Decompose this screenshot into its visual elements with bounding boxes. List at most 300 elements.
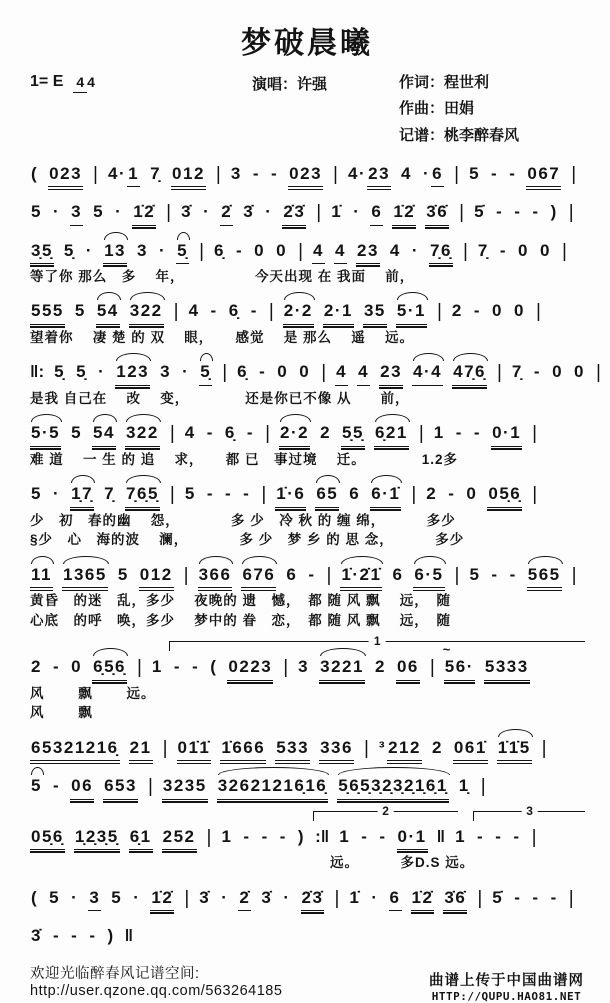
note-group: 5 (111, 887, 123, 907)
note-group: - (52, 657, 61, 677)
note-group: 65321216̣ (30, 738, 120, 761)
note-group: 4· 1 (107, 164, 140, 187)
lyrics-row: 风 飘 远。 (30, 685, 156, 701)
note-group: 5̣ (199, 362, 212, 385)
note-group: 7̣6̣5̣ (125, 484, 160, 507)
note-group: 5 (93, 202, 105, 222)
note-group: 252 (162, 827, 197, 850)
note-group: 5333 (484, 657, 530, 680)
note-group: 3̇6̇ (443, 888, 467, 911)
note-group: 5·1 (396, 301, 427, 324)
note-group: 2̇ (238, 888, 251, 911)
credits-row (30, 70, 584, 149)
barline: | (531, 826, 537, 848)
note-group: 06 (396, 657, 420, 680)
note-group: 2 (431, 737, 443, 757)
barline: | (206, 826, 212, 848)
barline: | (477, 887, 483, 909)
note-group: 1̇1̇5 (497, 738, 532, 761)
note-group: 061̇ (453, 738, 488, 761)
note-group: - (308, 564, 316, 584)
note-group: 5̣ (54, 362, 66, 382)
music-line (30, 164, 584, 187)
note-group: 0 (71, 657, 83, 677)
note-group: 0 (276, 240, 288, 260)
volta-label: 3 (521, 804, 538, 818)
footer (30, 962, 584, 1003)
note-group: 6 (349, 484, 361, 504)
lyrics-block (30, 389, 584, 409)
note-group: 2·2 (279, 423, 310, 446)
note-group: 3 (136, 240, 148, 260)
note-group: 6 (389, 888, 402, 911)
note-group: 6̣1 (129, 827, 153, 850)
time-signature (73, 75, 95, 89)
note-group: 4· 23 (347, 164, 391, 187)
credits-column (399, 70, 584, 149)
note-group: 1̇ (349, 887, 361, 907)
note-group: 5 (469, 564, 481, 584)
note-group: · (98, 362, 106, 382)
note-group: - (89, 926, 97, 946)
lyrics-block (30, 328, 584, 348)
note-group: 4 (401, 163, 412, 183)
note-group: · (133, 887, 141, 907)
note-group: - (250, 301, 258, 321)
note-group: · (371, 887, 379, 907)
note-group: 2̇3̇ (282, 202, 306, 225)
note-group: 7̣ (104, 484, 116, 504)
composer-credit: 作曲：田娟 (399, 100, 475, 118)
barline: | (454, 163, 460, 185)
barline: | (571, 564, 577, 586)
note-group: 4 (184, 423, 196, 443)
note-group: 653 (103, 776, 138, 799)
note-group: - (514, 202, 522, 222)
note-group: 3̇ (243, 202, 255, 222)
song-title: 梦破晨曦 (241, 27, 373, 60)
repeat-sign: ‖: (30, 362, 45, 382)
note-group: 13 (103, 241, 127, 264)
note-group: 0 (277, 362, 289, 382)
note-group: - (491, 163, 499, 183)
note-group: 1̇666 (220, 738, 266, 761)
footer-site-name: 曲谱上传于中国曲谱网 (429, 973, 584, 990)
barline: | (136, 657, 142, 679)
note-group: 1̇2̇ (132, 202, 156, 225)
note-group: 123 (115, 362, 150, 385)
note-group: 5̇ (474, 202, 486, 222)
note-group: 012 (139, 565, 174, 588)
lyrics-block (30, 450, 584, 470)
note-group: 3̇ (181, 202, 193, 222)
barline: | (298, 240, 304, 262)
note-group: - (71, 926, 79, 946)
volta-label: 1 (369, 634, 386, 648)
note-group: 2·1 (323, 301, 354, 324)
note-group: 7̣ (511, 362, 523, 382)
note-group: - (243, 826, 251, 846)
repeat-sign: ‖ (124, 926, 134, 946)
note-group: 1̣ (458, 776, 470, 796)
barline: | (571, 163, 577, 185)
note-group: - (448, 484, 456, 504)
music-line (30, 926, 584, 946)
note-group: 4 (312, 241, 325, 264)
note-group: - (499, 240, 508, 260)
note-group: 555 (30, 301, 65, 324)
barline: | (166, 202, 172, 224)
lyrics-row: 难 道 一 生 的 追 求， 都 已 事过境 迁。 1.2多 (30, 451, 459, 467)
barline: | (532, 484, 538, 506)
note-group: - (206, 484, 214, 504)
note-group: 32621216̣16̣ (217, 776, 329, 799)
note-group: 5 (31, 776, 42, 796)
lyrics-block (30, 511, 584, 550)
music-line (30, 423, 584, 446)
note-group: 1365 (62, 565, 108, 588)
note-group: 5·5 (30, 423, 61, 446)
note-group: 0 (254, 240, 266, 260)
note-group: 05̣6̣ (30, 827, 65, 850)
note-group: 3235 (162, 776, 208, 799)
note-group: 5̣ (176, 241, 189, 264)
barline: | (215, 163, 221, 185)
note-group: 2 (31, 657, 42, 677)
note-group: - (495, 826, 503, 846)
note-group: 2̇ (220, 202, 233, 225)
note-group: 35 (363, 301, 387, 324)
note-group: 0·1 (397, 827, 428, 850)
score (30, 163, 601, 947)
lyrics-row: 望着你 凄 楚 的 双 眼， 感觉 是 那么 遥 远。 (30, 329, 415, 345)
note-group: · (52, 484, 61, 504)
note-group: ) (550, 202, 558, 222)
barline: | (199, 240, 205, 262)
note-group: 3̇ (261, 887, 273, 907)
music-line (30, 738, 584, 761)
barline: | (454, 564, 460, 586)
note-group: 6·5 (413, 565, 444, 588)
lyrics-row: 少 初 春的幽 怨， 多 少 冷 秋 的 缠 绵， 多少 (30, 512, 456, 528)
note-group: 2̇3̇ (301, 888, 325, 911)
note-group: 3̇6̇ (425, 202, 449, 225)
note-group: - (52, 776, 61, 796)
note-group: 5 (31, 202, 42, 222)
music-line (30, 803, 584, 850)
barline: | (418, 423, 424, 445)
note-group: 6̣5̣6̣ (92, 657, 127, 680)
note-group: 1̇2̇ (411, 888, 435, 911)
barline: | (411, 484, 417, 506)
volta-label: 2 (377, 804, 394, 818)
barline: | (169, 423, 175, 445)
note-group: 5̇ (492, 887, 504, 907)
note-group: · (265, 202, 273, 222)
note-group: ) (297, 826, 306, 846)
barline: | (568, 887, 574, 909)
barline: | (429, 657, 435, 679)
barline: | (333, 163, 338, 185)
note-group: 5 (184, 484, 196, 504)
note-group: 4 (389, 240, 401, 260)
note-group: - (192, 657, 200, 677)
note-group: 067 (526, 164, 561, 187)
barline: | (535, 301, 541, 323)
note-group: ³ 212 (378, 738, 422, 761)
barline: | (326, 564, 332, 586)
note-group: · (283, 887, 291, 907)
note-group: 7̣6̣ (429, 241, 453, 264)
lyrics-block (30, 267, 584, 287)
barline: | (93, 163, 98, 185)
note-group: 0 (518, 240, 530, 260)
barline: | (321, 362, 327, 384)
note-group: ( (210, 657, 218, 677)
note-group: · (52, 202, 61, 222)
note-group: 1 (221, 826, 233, 846)
key-time-signature (30, 70, 180, 91)
note-group: ( (31, 887, 39, 907)
note-group: 6 (286, 564, 298, 584)
time-signature-bottom: 4 (87, 73, 95, 90)
note-group: 023 (48, 164, 83, 187)
note-group: 5 (71, 423, 83, 443)
barline: | (363, 737, 369, 759)
note-group: - (252, 163, 260, 183)
note-group: - (473, 301, 482, 321)
barline: | (147, 776, 153, 798)
note-group: - (513, 826, 521, 846)
note-group: 0 (492, 301, 503, 321)
note-group: 0·1 (491, 423, 522, 446)
note-group: · (221, 887, 229, 907)
note-group: 1 (339, 826, 351, 846)
music-line (30, 202, 584, 225)
note-group: · (71, 887, 79, 907)
barline: | (222, 362, 228, 384)
lyrics-block (30, 684, 584, 723)
note-group: 65 (315, 484, 339, 507)
barline: | (316, 202, 322, 224)
note-group: 2 (426, 484, 438, 504)
note-group: · (353, 202, 361, 222)
note-group: 0 (574, 362, 585, 382)
note-group: 5 (49, 887, 61, 907)
note-group: - (236, 240, 244, 260)
note-group: - (473, 423, 482, 443)
performer-credit: 演唱：许强 (251, 76, 327, 93)
note-group: 3 (160, 362, 172, 382)
note-group: 6 (392, 564, 404, 584)
note-group: - (361, 826, 369, 846)
note-group: - (206, 423, 214, 443)
barline: | (183, 564, 189, 586)
lyrics-block (30, 591, 584, 630)
note-group: - (224, 484, 233, 504)
note-group: 5 (117, 564, 129, 584)
notator-credit: 记谱：桃李醉春风 (399, 126, 520, 144)
note-group: 47̣6̣ (452, 362, 487, 385)
note-group: - (243, 484, 251, 504)
lyrics-row: 黄昏 的迷 乱，多少 夜晚的 遗 憾， 都 随 风 飘 远， 随 (30, 593, 452, 609)
note-group: - (210, 301, 218, 321)
note-group: 322 (129, 301, 164, 324)
lyrics-row: 风 飘 (30, 705, 93, 721)
note-group: 5̣5̣ (341, 423, 365, 446)
note-group: 4·4 (412, 362, 443, 385)
barline: | (169, 484, 175, 506)
note-group: 2 (451, 301, 463, 321)
note-group: 6̣ (214, 240, 225, 260)
note-group: - (279, 826, 287, 846)
note-group: - (477, 826, 485, 846)
note-group: 4 (335, 362, 348, 385)
note-group: - (455, 423, 463, 443)
barline: | (496, 362, 502, 384)
note-group: 23 (379, 362, 403, 385)
note-group: 0 (540, 240, 551, 260)
key-signature: 1= E (30, 73, 64, 90)
note-group: - (532, 202, 540, 222)
note-group: · (158, 240, 167, 260)
repeat-sign: :‖ (315, 826, 330, 846)
note-group: 3 (298, 657, 310, 677)
note-group: 4 (357, 362, 370, 385)
note-group: 7̣ (477, 240, 489, 260)
note-group: 2 (320, 423, 332, 443)
note-group: - (550, 887, 558, 907)
note-group: 366 (198, 565, 233, 588)
barline: | (568, 202, 574, 224)
note-group: - (514, 887, 522, 907)
note-group: 3 (230, 163, 242, 183)
lyrics-row: §少 心 海的波 澜， 多 少 梦 乡 的 思 念， 多少 (30, 532, 465, 548)
note-group: 54 (96, 301, 120, 324)
note-group: 21 (129, 738, 153, 761)
note-group: · (85, 240, 94, 260)
note-group: 0 (552, 362, 564, 382)
barline: | (436, 301, 442, 323)
barline: | (532, 423, 538, 445)
barline: | (459, 202, 465, 224)
note-group: 5 (74, 301, 86, 321)
note-group: 6 (370, 202, 383, 225)
note-group: 2 (374, 657, 386, 677)
note-group: 0223 (227, 657, 273, 680)
note-group: - (533, 362, 542, 382)
note-group: 6·1̇ (370, 484, 401, 507)
note-group: ) (107, 926, 115, 946)
barline: | (283, 657, 289, 679)
note-group: 0 (514, 301, 525, 321)
note-group: 012 (171, 164, 206, 187)
note-group: 336 (319, 738, 354, 761)
barline: | (462, 240, 468, 262)
barline: | (561, 240, 567, 262)
note-group: 6̣ (228, 301, 240, 321)
music-line (30, 776, 584, 799)
note-group: - (271, 163, 279, 183)
note-group: · (115, 202, 123, 222)
footer-site-block (429, 969, 584, 1003)
note-group: 5̣ (76, 362, 88, 382)
music-line (30, 634, 584, 680)
note-group: - (261, 826, 269, 846)
note-group: ~ 56· (444, 657, 475, 680)
music-line (30, 484, 584, 507)
note-group: 3221 (319, 657, 365, 680)
barline: | (261, 484, 267, 506)
note-group: 23 (356, 241, 380, 264)
lyrics-row: 是我 自己在 改 变， 还是你已不像 从 前， (30, 390, 410, 406)
note-group: 01̇1̇ (177, 738, 212, 761)
note-group: 05̣6̣ (487, 484, 522, 507)
barline: | (541, 737, 547, 759)
lyrics-row: 心底 的呼 唤，多少 梦中的 眷 恋， 都 随 风 飘 远， 随 (30, 612, 452, 628)
note-group: - (496, 202, 504, 222)
note-group: 322 (125, 423, 160, 446)
note-group: 54 (92, 423, 116, 446)
note-group: 5 (469, 163, 481, 183)
music-line (30, 362, 601, 385)
note-group: - (532, 887, 540, 907)
note-group: 1̇2̇ (392, 202, 416, 225)
lyricist-credit: 作词：程世利 (399, 74, 490, 91)
volta-bracket (313, 803, 458, 821)
note-group: 0 (466, 484, 478, 504)
note-group: 4 (334, 241, 347, 264)
note-group: - (173, 657, 182, 677)
barline: | (334, 887, 340, 909)
barline: | (184, 887, 190, 909)
note-group: 5̣ (63, 240, 75, 260)
note-group: - (246, 423, 255, 443)
note-group: 1̣2̣3̣5̣ (74, 827, 120, 850)
note-group: · (203, 202, 211, 222)
barline: | (265, 423, 270, 445)
repeat-sign: ‖ (436, 826, 446, 846)
time-signature-top: 4 (73, 74, 87, 93)
note-group: 06 (70, 776, 94, 799)
barline: | (162, 737, 168, 759)
barline: | (596, 362, 601, 384)
note-group: - (509, 163, 517, 183)
note-group: · (182, 362, 190, 382)
note-group: 6̣ (224, 423, 236, 443)
note-group: · 6 (422, 164, 444, 187)
note-group: 1̇ (331, 202, 343, 222)
note-group: 1̇·6 (275, 484, 306, 507)
note-group: 3̣5̣ (30, 241, 54, 264)
volta-bracket (473, 803, 585, 821)
volta-bracket (169, 634, 586, 651)
footer-host-url: 欢迎光临醉春风记谱空间: http://user.qzone.qq.com/563264185 (30, 966, 283, 1000)
note-group: 5̣6̣5̣3̣2̣3̣2̣1̣6̣1̣ (337, 776, 449, 799)
barline: | (173, 301, 179, 323)
music-line (30, 565, 584, 588)
note-group: 3̇ (31, 926, 42, 946)
note-group: 11 (30, 565, 53, 588)
footer-site-url: HTTP://QUPU.HAO81.NET (431, 990, 582, 1003)
note-group: 1 (433, 423, 445, 443)
note-group: - (259, 362, 267, 382)
note-group: 533 (275, 738, 310, 761)
note-group: 1̇2̇ (150, 888, 174, 911)
note-group: 0 (299, 362, 311, 382)
note-group: - (491, 564, 499, 584)
note-group: 2·2 (283, 301, 314, 324)
